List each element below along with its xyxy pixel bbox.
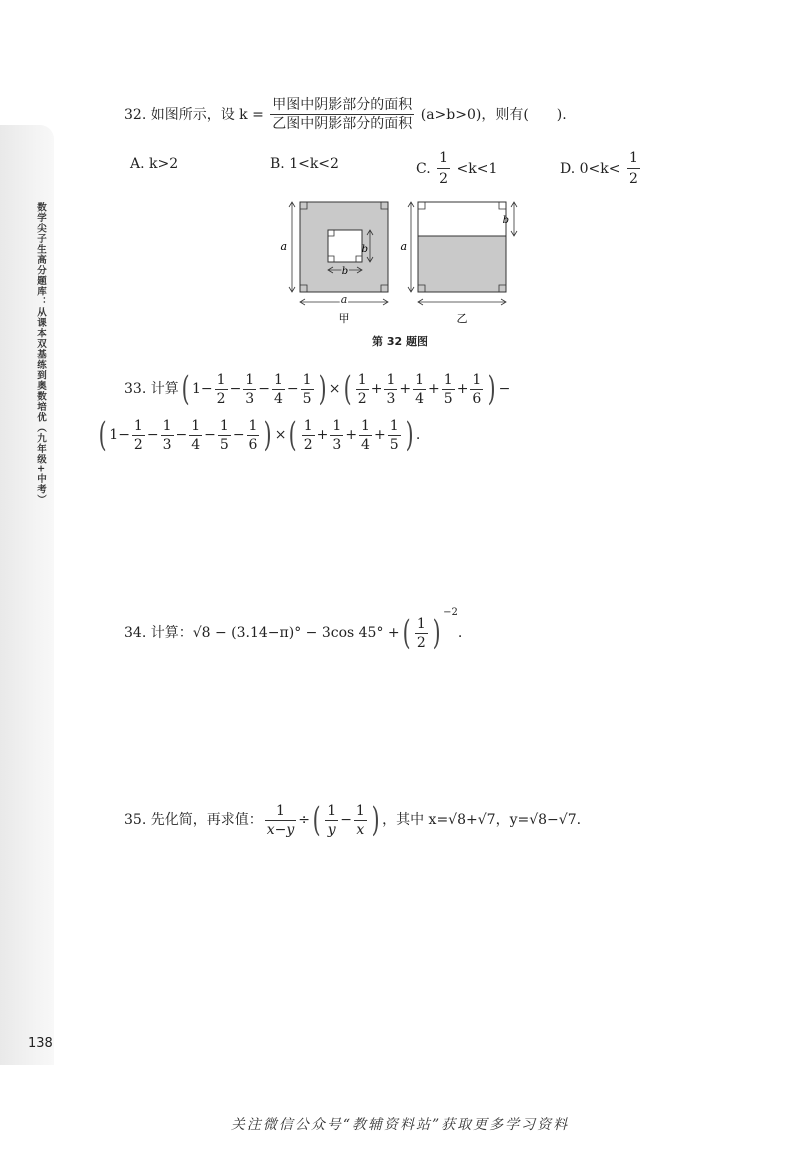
fraction [384,373,397,406]
fraction-denominator: 3 [386,390,396,407]
q33-one: 1 [109,427,119,443]
fraction-numerator: 1 [386,371,396,388]
q33-lead: 33. 计算 [124,381,179,397]
q33-group-b [354,371,486,407]
q35-fraction-3 [354,804,367,837]
fraction-denominator: 4 [415,390,425,407]
fraction [132,419,145,452]
fraction-denominator: 5 [219,436,229,453]
option-d [560,150,642,187]
fraction [247,419,260,452]
jia-b-vertical-label: b [361,244,368,255]
jia-a-horizontal-label: a [340,293,348,306]
option-c-fraction [437,150,450,187]
jia-inner-hole [328,230,362,262]
fraction [272,373,285,406]
option-c-num: 1 [437,150,450,169]
paren-open: ( [181,369,190,409]
fraction-numerator: 1 [216,371,226,388]
fraction-numerator: 1 [133,417,143,434]
q32-figure [280,192,530,332]
q35-f1-num: 1 [265,804,297,821]
minus-sign: − [118,427,130,443]
page-number: 138 [28,1036,53,1051]
yi-name: 乙 [456,312,468,325]
fraction-numerator: 1 [191,417,201,434]
times-sign: × [328,381,341,397]
option-d-num: 1 [627,150,640,169]
q35-fraction-2 [325,804,338,837]
fraction [218,419,231,452]
q35-fraction-1 [265,804,297,837]
q34-exponent: −2 [443,607,458,618]
q33-group-d [300,417,403,453]
q34-fraction [415,617,428,650]
question-33-line2 [96,415,421,455]
q35-f2-den: y [327,821,336,838]
paren-open: ( [312,800,321,840]
fraction [359,419,372,452]
figure-yi [400,202,517,325]
q33-one: 1 [191,381,201,397]
fraction-numerator: 1 [302,371,312,388]
q32-lead: 32. 如图所示，设 k = [124,106,264,123]
q33-group-a [200,371,316,407]
paren-open: ( [98,415,107,455]
fraction-denominator: 5 [443,390,453,407]
fraction [330,419,343,452]
option-d-den: 2 [628,171,638,187]
q35-f1-den: x−y [266,821,295,838]
option-d-fraction [627,150,640,187]
yi-a-vertical-label: a [400,240,407,253]
option-c-suffix: <k<1 [456,160,498,177]
fraction [356,373,369,406]
fraction-denominator: 2 [216,390,226,407]
minus-sign: − [498,381,511,397]
paren-close: ) [432,613,441,653]
fraction-denominator: 2 [357,390,367,407]
fraction-numerator: 1 [443,371,453,388]
q35-f3-den: x [356,821,365,838]
q32-denominator: 乙图中阴影部分的面积 [272,116,413,132]
plus-sign: + [428,381,440,397]
minus-sign: − [204,427,216,443]
figure-jia [280,202,388,325]
paren-close: ) [487,369,496,409]
times-sign: × [274,427,287,443]
plus-sign: + [316,427,329,443]
option-c [416,150,497,187]
q34-num: 1 [416,615,426,632]
fraction-denominator: 6 [472,390,482,407]
paren-close: ) [371,800,380,840]
fraction [161,419,174,452]
fraction-denominator: 2 [303,436,313,453]
jia-a-vertical-label: a [280,240,287,253]
fraction-numerator: 1 [357,371,367,388]
option-b: B. 1<k<2 [270,156,339,172]
minus-sign: − [229,381,242,397]
fraction [301,373,314,406]
option-c-den: 2 [439,171,449,187]
paren-open: ( [289,415,298,455]
fraction-numerator: 1 [361,417,370,434]
fraction [243,373,256,406]
plus-sign: + [345,427,358,443]
q35-tail: ，其中 x=√8+√7，y=√8−√7. [382,812,582,828]
question-34 [124,607,463,653]
paren-open: ( [343,369,352,409]
period: . [415,427,421,443]
fraction [215,373,228,406]
fraction-numerator: 1 [389,417,399,434]
plus-sign: + [370,381,383,397]
fraction [189,419,202,452]
minus-sign: − [340,812,352,828]
q34-den: 2 [416,634,426,651]
fraction [413,373,426,406]
minus-sign: − [175,427,188,443]
paren-open: ( [402,613,411,653]
fraction-numerator: 1 [162,417,172,434]
fraction-denominator: 5 [389,436,399,453]
question-33-line1 [124,369,511,409]
fraction [302,419,315,452]
yi-shaded-rect [418,236,506,292]
fraction-numerator: 1 [332,417,342,434]
fraction-numerator: 1 [273,371,283,388]
question-32 [124,98,567,131]
q35-lead: 35. 先化简，再求值： [124,812,263,828]
minus-sign: − [286,381,299,397]
fraction [388,419,401,452]
option-d-prefix: D. 0<k< [560,160,621,177]
paren-close: ) [264,415,273,455]
fraction-numerator: 1 [415,371,425,388]
paren-close: ) [405,415,414,455]
fraction-denominator: 5 [302,390,312,407]
jia-name: 甲 [338,312,350,325]
fraction-denominator: 2 [133,436,143,453]
option-c-prefix: C. [416,160,431,177]
plus-sign: + [456,381,469,397]
q34-text: 34. 计算：√8 − (3.14−π)° − 3cos 45° + [124,625,400,641]
period: . [457,625,463,641]
jia-b-horizontal-label: b [341,266,349,277]
q33-group-c [118,417,261,453]
fraction-denominator: 3 [162,436,172,453]
fraction-denominator: 3 [245,390,255,407]
plus-sign: + [373,427,386,443]
fraction-numerator: 1 [219,417,229,434]
question-35 [124,800,582,840]
paren-close: ) [318,369,327,409]
fraction-numerator: 1 [472,371,482,388]
divide-sign: ÷ [298,812,310,828]
option-a: A. k>2 [130,156,179,172]
book-title: 数学尖子生高分题库：从课本双基练到奥数培优（九年级+中考） [35,202,46,505]
fraction-denominator: 4 [273,390,283,407]
minus-sign: − [258,381,270,397]
fraction-denominator: 4 [191,436,201,453]
minus-sign: − [146,427,159,443]
fraction-denominator: 4 [361,436,370,453]
fraction-numerator: 1 [245,371,255,388]
fraction [442,373,455,406]
q32-tail: (a>b>0)，则有( ). [420,106,567,123]
fraction-denominator: 3 [332,436,342,453]
q32-numerator: 甲图中阴影部分的面积 [272,97,413,113]
fraction-denominator: 6 [248,436,258,453]
fraction [470,373,483,406]
fraction-numerator: 1 [303,417,313,434]
fraction-numerator: 1 [248,417,258,434]
footer-note: 关注微信公众号“教辅资料站”获取更多学习资料 [230,1117,570,1133]
yi-b-label: b [502,215,509,226]
minus-sign: − [232,427,245,443]
q35-f3-num: 1 [355,802,365,819]
plus-sign: + [399,381,412,397]
minus-sign: − [200,381,213,397]
q32-fraction [270,98,414,131]
q35-f2-num: 1 [327,802,337,819]
figure-caption: 第 32 题图 [372,335,428,348]
